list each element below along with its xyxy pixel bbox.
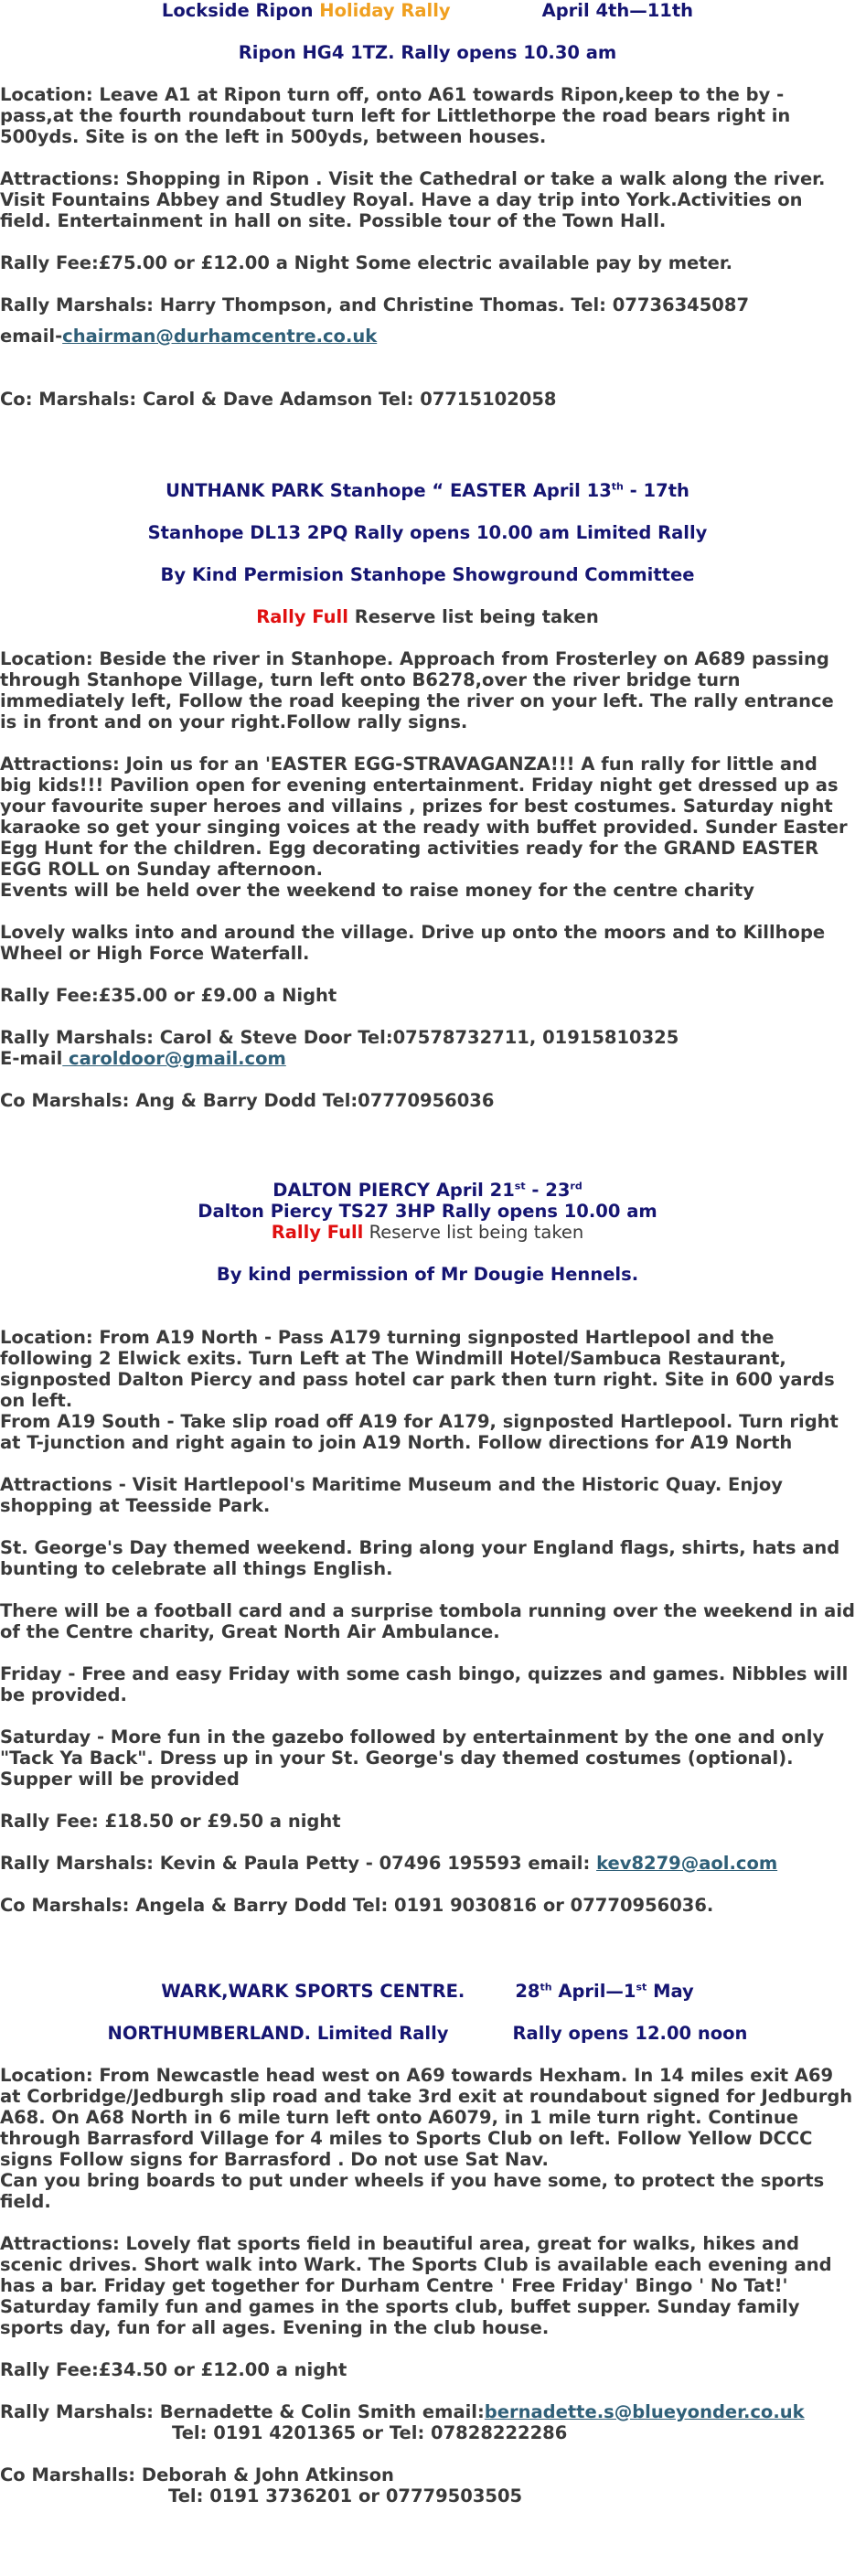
dalton-title-text: DALTON PIERCY April 21 [273,1180,515,1201]
wark-subtitle-opens: Rally opens 12.00 noon [512,2023,748,2044]
dalton-permission: By kind permission of Mr Dougie Hennels. [216,1264,639,1285]
unthank-email-label: E-mail [0,1048,63,1069]
wark-email-link[interactable]: bernadette.s@blueyonder.co.uk [484,2401,805,2422]
dalton-email-link[interactable]: kev8279@aol.com [596,1853,778,1874]
lockside-marshals: Rally Marshals: Harry Thompson, and Christine Thomas. Tel: 07736345087 [0,294,750,315]
wark-subtitle-region: NORTHUMBERLAND. Limited Rally [107,2023,449,2044]
unthank-co-marshals: Co Marshals: Ang & Barry Dodd Tel:07770956036 [0,1090,495,1111]
dalton-title-mid: - 23 [525,1180,571,1201]
wark-co-tel: Tel: 0191 3736201 or 07779503505 [168,2485,523,2507]
unthank-events: Events will be held over the weekend to raise money for the centre charity [0,880,754,901]
unthank-title [0,480,855,501]
wark-title [0,1981,855,2002]
wark-title-date: 28 [515,1981,540,2002]
wark-location: Location: From Newcastle head west on A69 towards Hexham. In 14 miles exit A69 at Corbridge/Jedburgh slip road and take 3rd exit at roundabout signed for Jedburgh A68. On A68 North in 6 mile turn left onto A6079, in 1 mile turn right. Continue through Barrasford Village for 4 miles to Sports Club on left. Follow Yellow DCCC signs Follow signs for Barrasford . Do not use Sat Nav. [0,2065,853,2170]
lockside-location: Location: Leave A1 at Ripon turn off, onto A61 towards Ripon,keep to the by - pass,at the fourth roundabout turn left for Littlethorpe the road bears right in 500yds. Site is on the left in 500yds, between houses. [0,84,791,147]
unthank-status-full: Rally Full [256,606,348,627]
lockside-title-name: Lockside Ripon [161,0,320,21]
dalton-saturday: Saturday - More fun in the gazebo followed by entertainment by the one and only "Tack Ya Back". Dress up in your St. George's day themed costumes (optional). Supper will be provided [0,1726,825,1790]
dalton-subtitle: Dalton Piercy TS27 3HP Rally opens 10.00 am [198,1201,657,1222]
unthank-marshals: Rally Marshals: Carol & Steve Door Tel:07578732711, 01915810325 [0,1027,679,1048]
dalton-title [0,1180,855,1201]
wark-title-sup2: st [636,1981,647,1993]
lockside-fee: Rally Fee:£75.00 or £12.00 a Night Some electric available pay by meter. [0,252,733,273]
dalton-title-sup2: rd [570,1180,582,1192]
unthank-status-reserve: Reserve list being taken [347,606,599,627]
unthank-title-sup: th [611,480,624,493]
wark-boards: Can you bring boards to put under wheels if you have some, to protect the sports field. [0,2170,825,2212]
wark-attractions: Attractions: Lovely flat sports field in beautiful area, great for walks, hikes and scenic drives. Short walk into Wark. The Sports Club is available each evening and has a bar. Friday get together for Durham Centre ' Free Friday' Bingo ' No Tat!' Saturday family fun and games in the sports club, buffet supper. Sunday family sports day, fun for all ages. Evening in the club house. [0,2233,832,2338]
lockside-attractions: Attractions: Shopping in Ripon . Visit the Cathedral or take a walk along the river. Visit Fountains Abbey and Studley Royal. Have a day trip into York.Activities on field. Entertainment in hall on site. Possible tour of the Town Hall. [0,168,826,231]
unthank-location: Location: Beside the river in Stanhope. Approach from Frosterley on A689 passing through Stanhope Village, turn left onto B6278,over the river bridge turn immediately left, Follow the road keeping the river on your left. The rally entrance is in front and on your right.Follow rally signs. [0,648,834,732]
lockside-title [0,0,855,21]
unthank-status [0,606,855,627]
dalton-location-south: From A19 South - Take slip road off A19 for A179, signposted Hartlepool. Turn right at T-junction and right again to join A19 North. Follow directions for A19 North [0,1411,839,1453]
wark-title-mid: April—1 [551,1981,636,2002]
dalton-marshals [0,1853,855,1874]
lockside-email-link[interactable]: chairman@durhamcentre.co.uk [62,326,378,347]
wark-fee: Rally Fee:£34.50 or £12.00 a night [0,2359,347,2380]
lockside-email-label: email- [0,326,63,347]
dalton-title-sup1: st [514,1180,526,1192]
wark-title-end: May [647,1981,694,2002]
lockside-email-line [0,326,855,347]
lockside-title-dates: April 4th—11th [541,0,694,21]
dalton-status-full: Rally Full [271,1222,364,1243]
wark-marshals [0,2401,855,2422]
dalton-location-north: Location: From A19 North - Pass A179 turning signposted Hartlepool and the following 2 Elwick exits. Turn Left at The Windmill Hotel/Sambuca Restaurant, signposted Dalton Piercy and pass hotel car park then turn right. Site in 600 yards on left. [0,1327,835,1411]
wark-title-sup1: th [540,1981,552,1993]
unthank-email-line [0,1048,855,1069]
unthank-title-end: - 17th [623,480,689,501]
dalton-fee: Rally Fee: £18.50 or £9.50 a night [0,1811,341,1832]
unthank-title-text: UNTHANK PARK Stanhope “ EASTER April 13 [166,480,612,501]
dalton-co-marshals: Co Marshals: Angela & Barry Dodd Tel: 0191 9030816 or 07770956036. [0,1895,714,1916]
dalton-football: There will be a football card and a surprise tombola running over the weekend in aid of the Centre charity, Great North Air Ambulance. [0,1600,855,1642]
unthank-attractions: Attractions: Join us for an 'EASTER EGG-STRAVAGANZA!!! A fun rally for little and big kids!!! Pavilion open for evening entertainment. Friday night get dressed up as your favourite super heroes and villains , prizes for best costumes. Saturday night karaoke so get your singing voices at the ready with buffet provided. Sunder Easter Egg Hunt for the children. Egg decorating activities ready for the GRAND EASTER EGG ROLL on Sunday afternoon. [0,754,848,880]
wark-marshals-label: Rally Marshals: Bernadette & Colin Smith email: [0,2401,485,2422]
unthank-subtitle: Stanhope DL13 2PQ Rally opens 10.00 am Limited Rally [147,522,708,543]
lockside-co-marshals: Co: Marshals: Carol & Dave Adamson Tel: 07715102058 [0,389,557,410]
dalton-attractions: Attractions - Visit Hartlepool's Maritime Museum and the Historic Quay. Enjoy shopping at Teesside Park. [0,1474,784,1516]
dalton-marshals-text: Rally Marshals: Kevin & Paula Petty - 07496 195593 email: [0,1853,597,1874]
wark-marshals-tel: Tel: 0191 4201365 or Tel: 07828222286 [172,2422,568,2443]
dalton-themed: St. George's Day themed weekend. Bring along your England flags, shirts, hats and bunting to celebrate all things English. [0,1537,840,1579]
unthank-email-link[interactable]: caroldoor@gmail.com [62,1048,286,1069]
dalton-friday: Friday - Free and easy Friday with some cash bingo, quizzes and games. Nibbles will be provided. [0,1663,849,1705]
lockside-title-holiday: Holiday Rally [319,0,451,21]
wark-title-name: WARK,WARK SPORTS CENTRE. [161,1981,465,2002]
dalton-status [0,1222,855,1243]
dalton-status-reserve: Reserve list being taken [363,1222,584,1243]
unthank-fee: Rally Fee:£35.00 or £9.00 a Night [0,985,337,1006]
wark-subtitle [0,2023,855,2044]
unthank-permission: By Kind Permision Stanhope Showground Committee [160,564,695,585]
wark-co-marshals: Co Marshalls: Deborah & John Atkinson [0,2464,394,2485]
lockside-subtitle: Ripon HG4 1TZ. Rally opens 10.30 am [238,42,617,63]
unthank-walks: Lovely walks into and around the village. Drive up onto the moors and to Killhope Wheel or High Force Waterfall. [0,922,826,964]
